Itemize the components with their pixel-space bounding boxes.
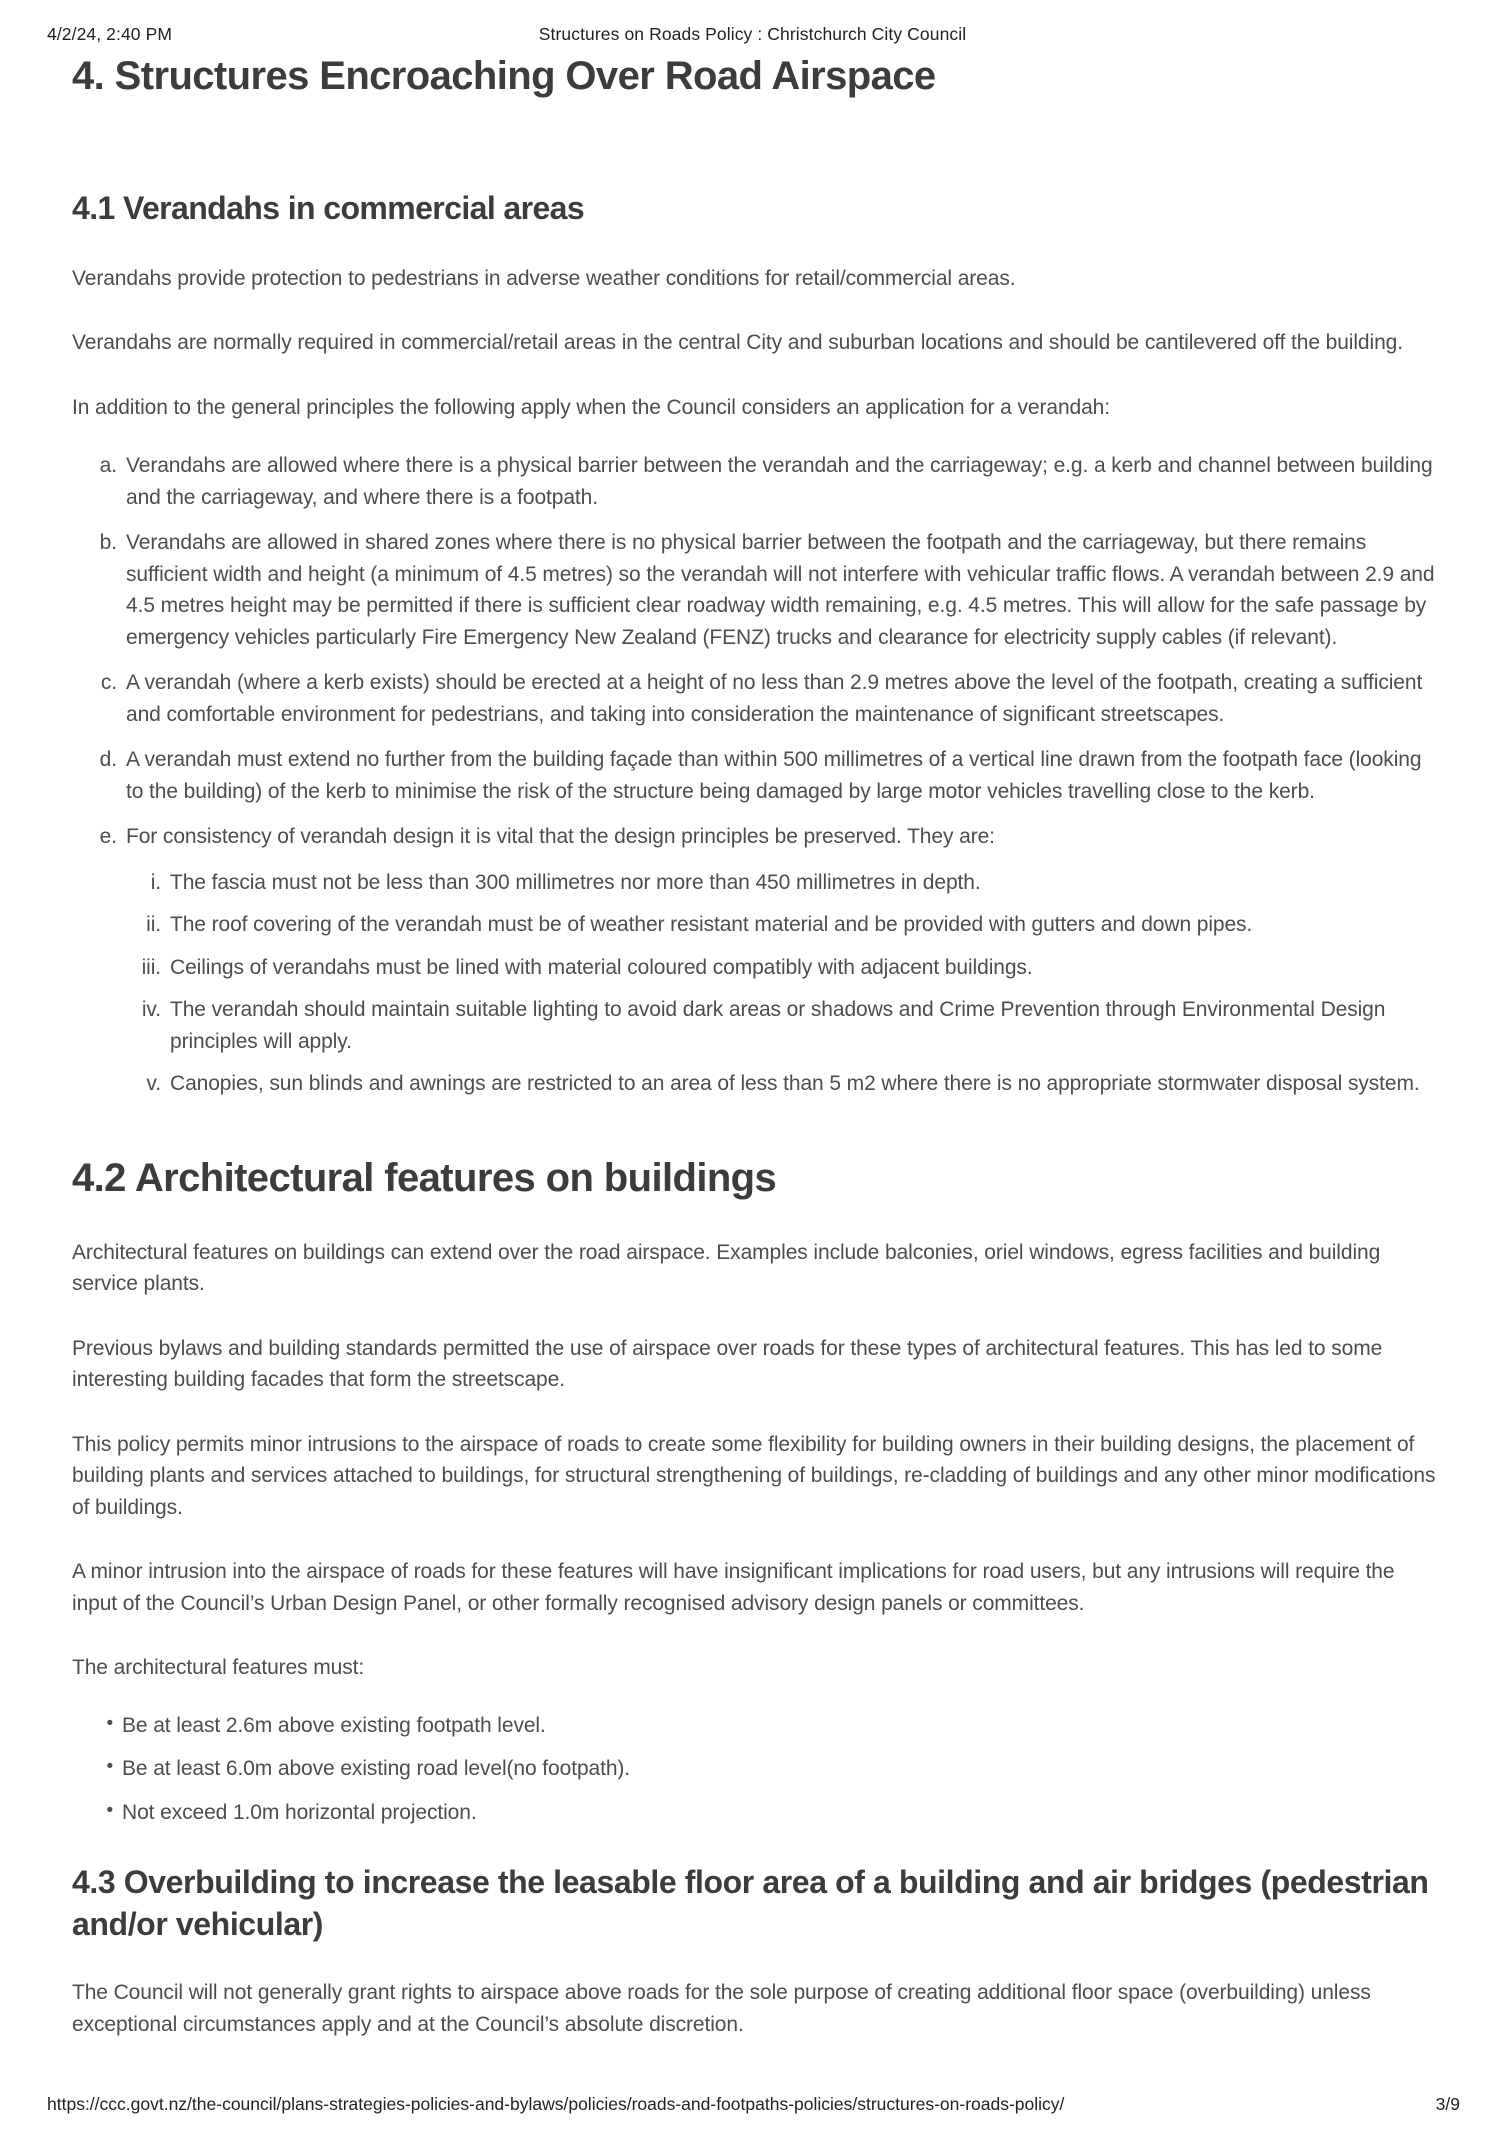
verandah-conditions-list	[72, 450, 1439, 1100]
page-number: 3/9	[1435, 2094, 1460, 2114]
section-4-2-heading: 4.2 Architectural features on buildings	[72, 1155, 777, 1200]
sublist-item-v	[126, 1068, 1439, 1100]
bullet-item-text: Not exceed 1.0m horizontal projection.	[122, 1800, 477, 1824]
list-item-e	[72, 821, 1439, 1100]
sublist-marker-v: v.	[146, 1072, 161, 1096]
section-4-3	[72, 1862, 1439, 2040]
section-4-title: 4. Structures Encroaching Over Road Airspace	[72, 54, 936, 98]
sublist-item-i	[126, 867, 1439, 899]
list-item-d	[72, 744, 1439, 807]
sublist-item-v-text: Canopies, sun blinds and awnings are restricted to an area of less than 5 m2 where there is no appropriate stormwater disposal system.	[170, 1072, 1420, 1096]
sublist-marker-iii: iii.	[141, 955, 161, 979]
list-marker-c: c.	[100, 671, 117, 695]
section-4-3-heading: 4.3 Overbuilding to increase the leasable floor area of a building and air bridges (pedestrian and/or vehicular)	[72, 1864, 1429, 1942]
sublist-item-ii-text: The roof covering of the verandah must be of weather resistant material and be provided with gutters and down pipes.	[170, 913, 1253, 937]
sublist-marker-iv: iv.	[141, 998, 161, 1022]
sublist-item-i-text: The fascia must not be less than 300 millimetres nor more than 450 millimetres in depth.	[170, 870, 981, 894]
sublist-item-iv	[126, 994, 1439, 1057]
print-url: https://ccc.govt.nz/the-council/plans-strategies-policies-and-bylaws/policies/roads-and-footpaths-policies/structures-on-roads-policy/	[47, 2094, 1065, 2114]
list-item-b	[72, 527, 1439, 653]
list-item-a-text: Verandahs are allowed where there is a physical barrier between the verandah and the carriageway; e.g. a kerb and channel between building and the carriageway, and where there is a footpath.	[126, 454, 1433, 509]
bullet-marker: •	[106, 1712, 113, 1734]
paragraph-verandahs-required: Verandahs are normally required in commercial/retail areas in the central City and suburban locations and should be cantilevered off the building.	[72, 331, 1403, 355]
bullet-item-text: Be at least 2.6m above existing footpath level.	[122, 1713, 546, 1737]
bullet-marker: •	[106, 1756, 113, 1778]
bullet-item-road-level	[72, 1753, 1439, 1785]
paragraph-general-principles: In addition to the general principles the following apply when the Council considers an application for a verandah:	[72, 395, 1110, 419]
list-item-d-text: A verandah must extend no further from the building façade than within 500 millimetres of a vertical line drawn from the footpath face (looking to the building) of the kerb to minimise the risk of the structure being damaged by large motor vehicles travelling close to the kerb.	[126, 748, 1422, 803]
sublist-item-iv-text: The verandah should maintain suitable lighting to avoid dark areas or shadows and Crime Prevention through Environmental Design principles will apply.	[170, 998, 1386, 1053]
paragraph-previous-bylaws: Previous bylaws and building standards permitted the use of airspace over roads for these types of architectural features. This has led to some interesting building facades that form the streetscape.	[72, 1336, 1383, 1392]
list-marker-d: d.	[99, 748, 117, 772]
paragraph-policy-permits: This policy permits minor intrusions to the airspace of roads to create some flexibility for building owners in their building designs, the placement of building plants and services attached to buildings, for structural strengthening of buildings, re-cladding of buildings and any other minor modifications of buildings.	[72, 1432, 1436, 1519]
list-marker-a: a.	[99, 454, 117, 478]
section-4-2	[72, 1152, 1439, 1829]
paragraph-overbuilding: The Council will not generally grant rights to airspace above roads for the sole purpose of creating additional floor space (overbuilding) unless exceptional circumstances apply and at the Council’s absolute discretion.	[72, 1981, 1371, 2036]
sublist-item-iii-text: Ceilings of verandahs must be lined with material coloured compatibly with adjacent buildings.	[170, 955, 1033, 979]
architectural-requirements-list	[72, 1710, 1439, 1829]
sublist-item-ii	[126, 909, 1439, 941]
paragraph-verandahs-protection: Verandahs provide protection to pedestrians in adverse weather conditions for retail/commercial areas.	[72, 266, 1016, 290]
sublist-marker-ii: ii.	[146, 913, 161, 937]
section-4-1-heading: 4.1 Verandahs in commercial areas	[72, 190, 585, 226]
list-item-c-text: A verandah (where a kerb exists) should be erected at a height of no less than 2.9 metres above the level of the footpath, creating a sufficient and comfortable environment for pedestrians, and taking into consideration the maintenance of significant streetscapes.	[126, 671, 1423, 726]
print-datetime: 4/2/24, 2:40 PM	[47, 24, 173, 44]
bullet-item-text: Be at least 6.0m above existing road level(no footpath).	[122, 1757, 631, 1781]
list-marker-b: b.	[99, 531, 117, 555]
bullet-marker: •	[106, 1799, 113, 1821]
list-item-e-text: For consistency of verandah design it is vital that the design principles be preserved. They are:	[126, 825, 995, 849]
sublist-marker-i: i.	[150, 870, 161, 894]
paragraph-features-must: The architectural features must:	[72, 1656, 365, 1680]
list-item-a	[72, 450, 1439, 513]
design-principles-list	[126, 867, 1439, 1100]
bullet-item-horizontal-projection	[72, 1797, 1439, 1829]
list-marker-e: e.	[99, 825, 117, 849]
section-4-1	[72, 188, 1439, 1100]
print-doc-title: Structures on Roads Policy : Christchurch City Council	[538, 24, 967, 44]
list-item-c	[72, 667, 1439, 730]
paragraph-minor-intrusion: A minor intrusion into the airspace of roads for these features will have insignificant implications for road users, but any intrusions will require the input of the Council’s Urban Design Panel, or other formally recognised advisory design panels or committees.	[72, 1560, 1395, 1615]
paragraph-features-extend: Architectural features on buildings can extend over the road airspace. Examples include balconies, oriel windows, egress facilities and building service plants.	[72, 1240, 1381, 1296]
sublist-item-iii	[126, 952, 1439, 984]
list-item-b-text: Verandahs are allowed in shared zones where there is no physical barrier between the footpath and the carriageway, but there remains sufficient width and height (a minimum of 4.5 metres) so the verandah will not interfere with vehicular traffic flows. A verandah between 2.9 and 4.5 metres height may be permitted if there is sufficient clear roadway width remaining, e.g. 4.5 metres. This will allow for the safe passage by emergency vehicles particularly Fire Emergency New Zealand (FENZ) trucks and clearance for electricity supply cables (if relevant).	[126, 531, 1435, 649]
bullet-item-footpath-level	[72, 1710, 1439, 1742]
list-item-e-body	[126, 821, 1439, 1100]
